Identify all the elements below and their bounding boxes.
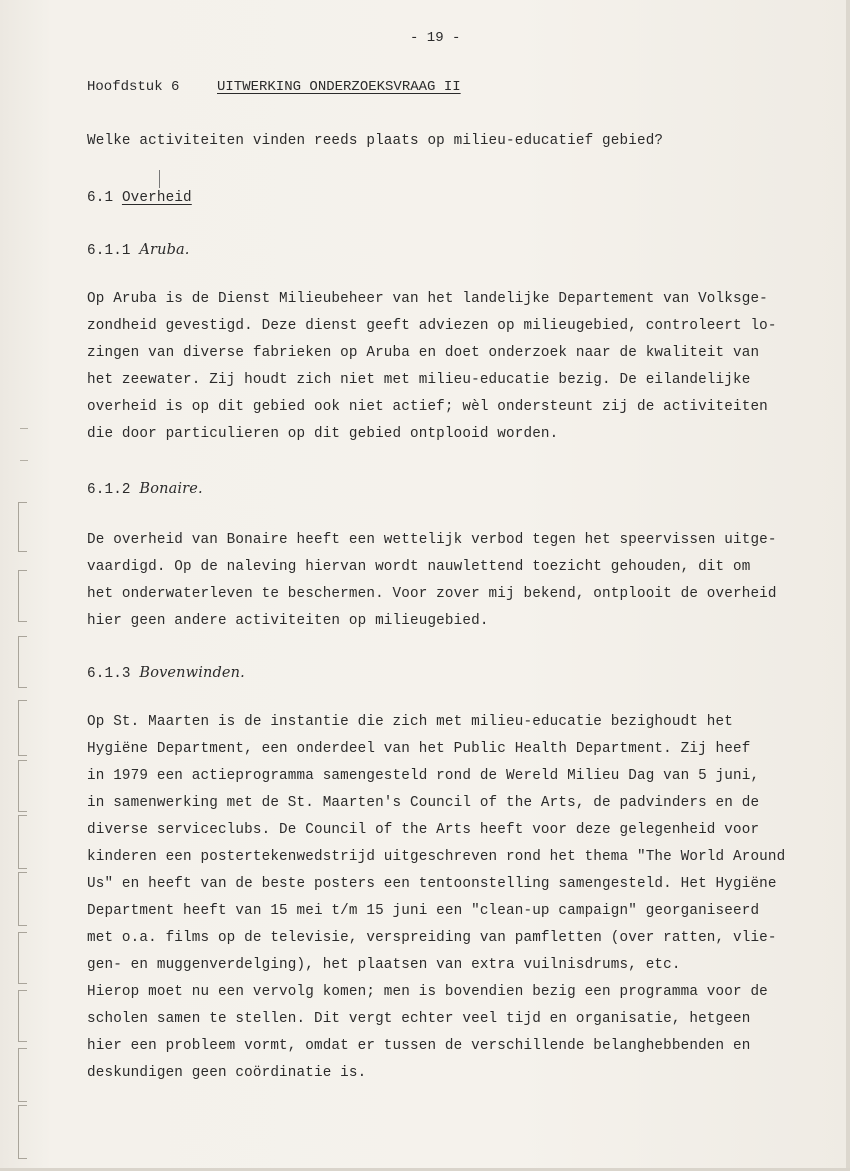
paragraph-line: Hierop moet nu een vervolg komen; men is bovendien bezig een programma voor de bbox=[87, 984, 768, 1000]
paragraph-line: met o.a. films op de televisie, verspreiding van pamfletten (over ratten, vlie- bbox=[87, 930, 777, 946]
paragraph-line: in samenwerking met de St. Maarten's Council of the Arts, de padvinders en de bbox=[87, 795, 760, 811]
binder-mark bbox=[18, 872, 27, 926]
research-question: Welke activiteiten vinden reeds plaats op milieu-educatief gebied? bbox=[87, 133, 664, 149]
binder-mark bbox=[18, 570, 27, 622]
subsection-number: 6.1.1 bbox=[87, 243, 131, 259]
subsection-title: Aruba. bbox=[139, 242, 190, 258]
binder-mark bbox=[20, 428, 28, 429]
paragraph-line: overheid is op dit gebied ook niet actief; wèl ondersteunt zij de activiteiten bbox=[87, 399, 768, 415]
binder-mark bbox=[18, 1105, 27, 1159]
subsection-heading-aruba bbox=[87, 242, 190, 259]
chapter-heading bbox=[87, 79, 461, 95]
binder-mark bbox=[18, 990, 27, 1042]
paragraph-line: in 1979 een actieprogramma samengesteld rond de Wereld Milieu Dag van 5 juni, bbox=[87, 768, 760, 784]
subsection-number: 6.1.2 bbox=[87, 482, 131, 498]
section-title: Overheid bbox=[121, 190, 192, 206]
subsection-number: 6.1.3 bbox=[87, 666, 131, 682]
page-number: - 19 - bbox=[410, 30, 461, 46]
chapter-label: Hoofdstuk 6 bbox=[87, 79, 180, 95]
subsection-title: Bovenwinden. bbox=[139, 665, 245, 681]
subsection-heading-bonaire bbox=[87, 481, 203, 498]
subsection-title: Bonaire. bbox=[139, 481, 203, 497]
paragraph-line: die door particulieren op dit gebied ontplooid worden. bbox=[87, 426, 559, 442]
paragraph-line: het onderwaterleven te beschermen. Voor zover mij bekend, ontplooit de overheid bbox=[87, 586, 777, 602]
binder-mark bbox=[18, 502, 27, 552]
paragraph-line: kinderen een postertekenwedstrijd uitgeschreven rond het thema "The World Around bbox=[87, 849, 786, 865]
paragraph-line: Department heeft van 15 mei t/m 15 juni een "clean-up campaign" georganiseerd bbox=[87, 903, 760, 919]
subsection-heading-bovenwinden bbox=[87, 665, 245, 682]
paragraph-line: diverse serviceclubs. De Council of the Arts heeft voor deze gelegenheid voor bbox=[87, 822, 760, 838]
paragraph-line: het zeewater. Zij houdt zich niet met milieu-educatie bezig. De eilandelijke bbox=[87, 372, 751, 388]
page-edge-right bbox=[846, 0, 850, 1171]
paragraph-line: zingen van diverse fabrieken op Aruba en doet onderzoek naar de kwaliteit van bbox=[87, 345, 760, 361]
paragraph-line: gen- en muggenverdelging), het plaatsen van extra vuilnisdrums, etc. bbox=[87, 957, 681, 973]
binder-mark bbox=[18, 636, 27, 688]
paragraph-line: hier geen andere activiteiten op milieugebied. bbox=[87, 613, 489, 629]
binder-mark bbox=[18, 760, 27, 812]
section-number: 6.1 bbox=[87, 190, 114, 206]
binder-mark bbox=[18, 815, 27, 869]
paragraph-line: hier een probleem vormt, omdat er tussen de verschillende belanghebbenden en bbox=[87, 1038, 751, 1054]
binder-mark bbox=[20, 460, 28, 461]
paragraph-line: zondheid gevestigd. Deze dienst geeft adviezen op milieugebied, controleert lo- bbox=[87, 318, 777, 334]
binder-mark bbox=[18, 700, 27, 756]
pen-mark bbox=[159, 170, 160, 188]
chapter-title: UITWERKING ONDERZOEKSVRAAG II bbox=[217, 79, 461, 95]
binder-mark bbox=[18, 1048, 27, 1102]
binder-mark bbox=[18, 932, 27, 984]
paragraph-line: Hygiëne Department, een onderdeel van het Public Health Department. Zij heef bbox=[87, 741, 751, 757]
paragraph-line: Op St. Maarten is de instantie die zich met milieu-educatie bezighoudt het bbox=[87, 714, 733, 730]
paragraph-line: Op Aruba is de Dienst Milieubeheer van het landelijke Departement van Volksge- bbox=[87, 291, 768, 307]
section-heading bbox=[87, 190, 192, 206]
paragraph-line: vaardigd. Op de naleving hiervan wordt nauwlettend toezicht gehouden, dit om bbox=[87, 559, 751, 575]
paragraph-line: scholen samen te stellen. Dit vergt echter veel tijd en organisatie, hetgeen bbox=[87, 1011, 751, 1027]
paragraph-line: deskundigen geen coördinatie is. bbox=[87, 1065, 367, 1081]
paragraph-line: Us" en heeft van de beste posters een tentoonstelling samengesteld. Het Hygiëne bbox=[87, 876, 777, 892]
paragraph-line: De overheid van Bonaire heeft een wettelijk verbod tegen het speervissen uitge- bbox=[87, 532, 777, 548]
